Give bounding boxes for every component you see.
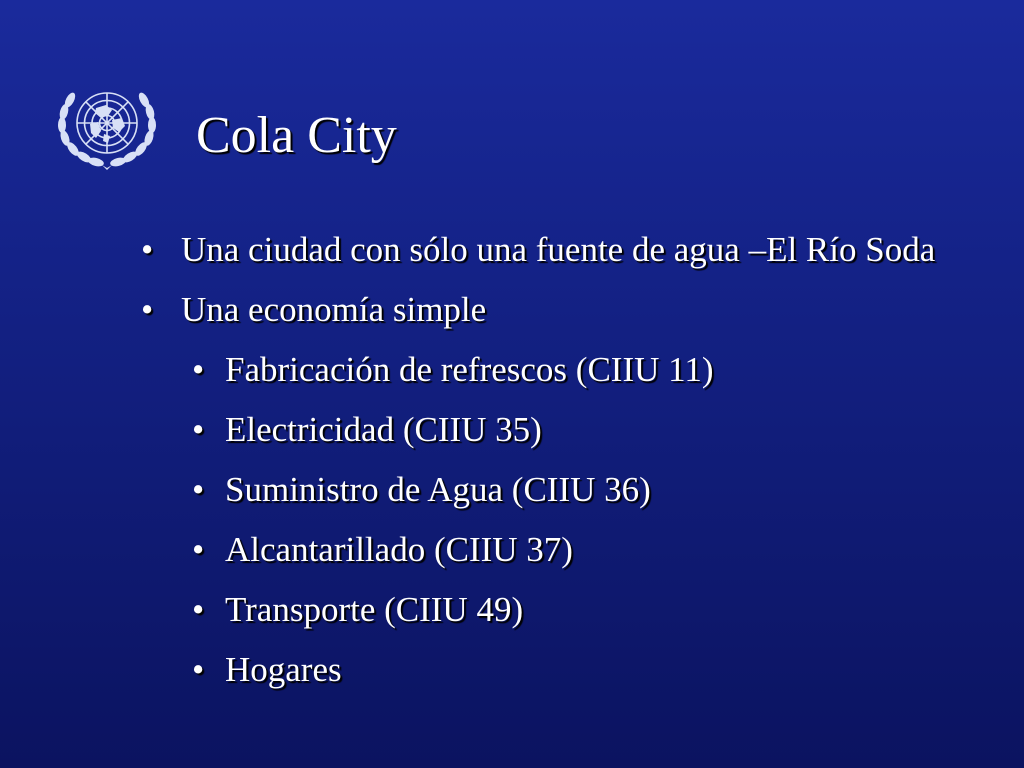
bullet-icon: • [141,290,154,329]
bullet-icon: • [192,350,205,389]
list-item-text: Electricidad (CIIU 35) [225,410,542,449]
list-item-text: Hogares [225,650,342,689]
sub-list-item [188,346,1010,394]
list-item-text: Alcantarillado (CIIU 37) [225,530,573,569]
bullet-icon: • [192,650,205,689]
list-item-text: Fabricación de refrescos (CIIU 11) [225,350,714,389]
slide-title: Cola City [196,107,397,164]
bullet-icon: • [192,590,205,629]
bullet-icon: • [192,410,205,449]
list-item [140,286,1010,334]
sub-list-item [188,406,1010,454]
sub-list-item [188,646,1010,694]
list-item-text: Una ciudad con sólo una fuente de agua –El Río Soda [181,230,936,269]
sub-list-item [188,526,1010,574]
sub-list-item [188,586,1010,634]
list-item-text: Una economía simple [181,290,487,329]
list-item-text: Suministro de Agua (CIIU 36) [225,470,651,509]
un-emblem-logo [50,76,164,174]
sub-list-item [188,466,1010,514]
bullet-icon: • [192,470,205,509]
list-item-text: Transporte (CIIU 49) [225,590,524,629]
bullet-icon: • [141,230,154,269]
bullet-list [140,226,1010,706]
bullet-icon: • [192,530,205,569]
list-item [140,226,1010,274]
